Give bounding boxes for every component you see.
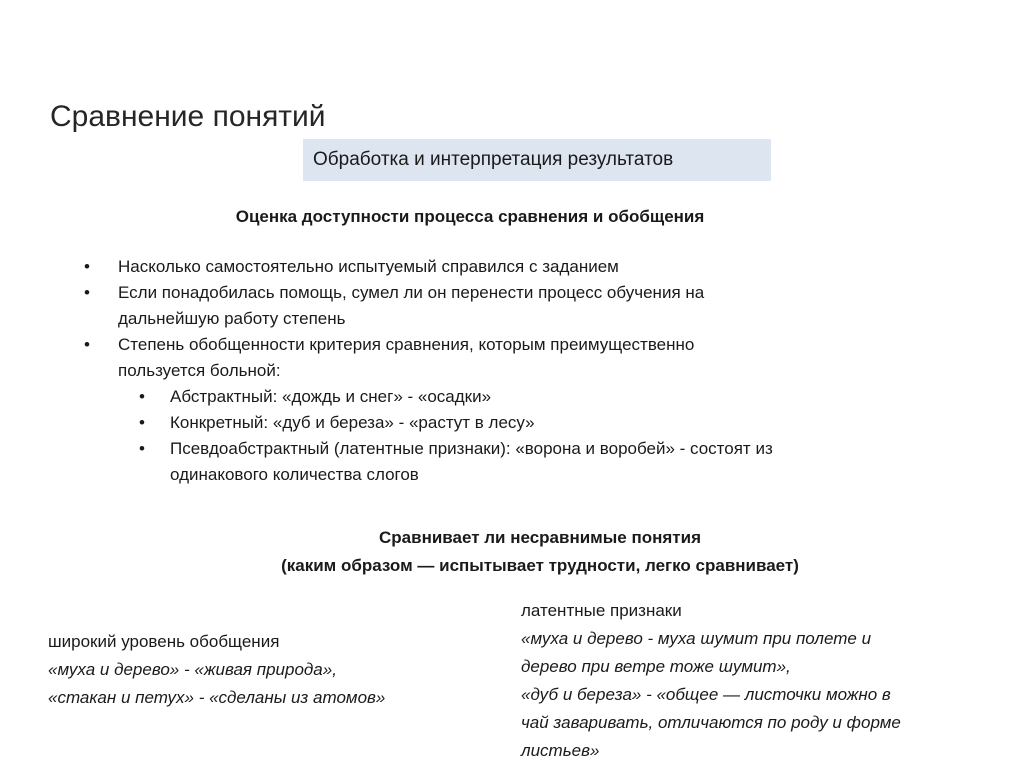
bullet-marker: • [84, 283, 90, 302]
bullet-text: Насколько самостоятельно испытуемый справился с заданием [118, 257, 619, 276]
example-text: «муха и дерево - муха шумит при полете и [521, 629, 872, 648]
sub-bullet-text: Псевдоабстрактный (латентные признаки): «ворона и воробей» - состоят из [170, 439, 773, 458]
example-text: чай заваривать, отличаются по роду и форме [521, 713, 901, 732]
example-text: листьев» [521, 741, 600, 760]
assessment-heading: Оценка доступности процесса сравнения и обобщения [235, 207, 705, 226]
bullet-marker: • [84, 335, 90, 354]
bullet-text-continuation: пользуется больной: [118, 361, 281, 380]
bullet-text: Степень обобщенности критерия сравнения, которым преимущественно [118, 335, 695, 354]
sub-bullet-item [139, 384, 904, 410]
compare-heading-line1: Сравнивает ли несравнимые понятия [379, 528, 701, 547]
criteria-sub-bullet-list [139, 384, 904, 488]
column-label: широкий уровень обобщения [48, 632, 280, 651]
bullet-text-continuation: дальнейшую работу степень [118, 309, 346, 328]
bullet-item [84, 332, 904, 488]
example-text: «муха и дерево» - «живая природа», [48, 660, 337, 679]
slide-title: Сравнение понятий [50, 100, 326, 133]
sub-bullet-text: Абстрактный: «дождь и снег» - «осадки» [170, 387, 492, 406]
wide-generalization-column [48, 628, 385, 712]
latent-features-column [521, 597, 901, 765]
compare-heading-line2: (каким образом — испытывает трудности, легко сравнивает) [281, 556, 799, 575]
bullet-item [84, 254, 904, 280]
bullet-marker: • [139, 413, 145, 432]
bullet-marker: • [84, 257, 90, 276]
bullet-text: Если понадобилась помощь, сумел ли он перенести процесс обучения на [118, 283, 705, 302]
column-label: латентные признаки [521, 601, 682, 620]
example-text: «дуб и береза» - «общее — листочки можно в [521, 685, 891, 704]
bullet-item [84, 280, 904, 332]
subtitle-box: Обработка и интерпретация результатов [303, 139, 771, 181]
example-text: дерево при ветре тоже шумит», [521, 657, 791, 676]
bullet-marker: • [139, 439, 145, 458]
sub-bullet-text-continuation: одинакового количества слогов [170, 465, 419, 484]
sub-bullet-text: Конкретный: «дуб и береза» - «растут в лесу» [170, 413, 535, 432]
bullet-marker: • [139, 387, 145, 406]
sub-bullet-item [139, 410, 904, 436]
compare-heading [140, 524, 940, 580]
example-text: «стакан и петух» - «сделаны из атомов» [48, 688, 386, 707]
sub-bullet-item [139, 436, 904, 488]
criteria-bullet-list [84, 254, 904, 488]
